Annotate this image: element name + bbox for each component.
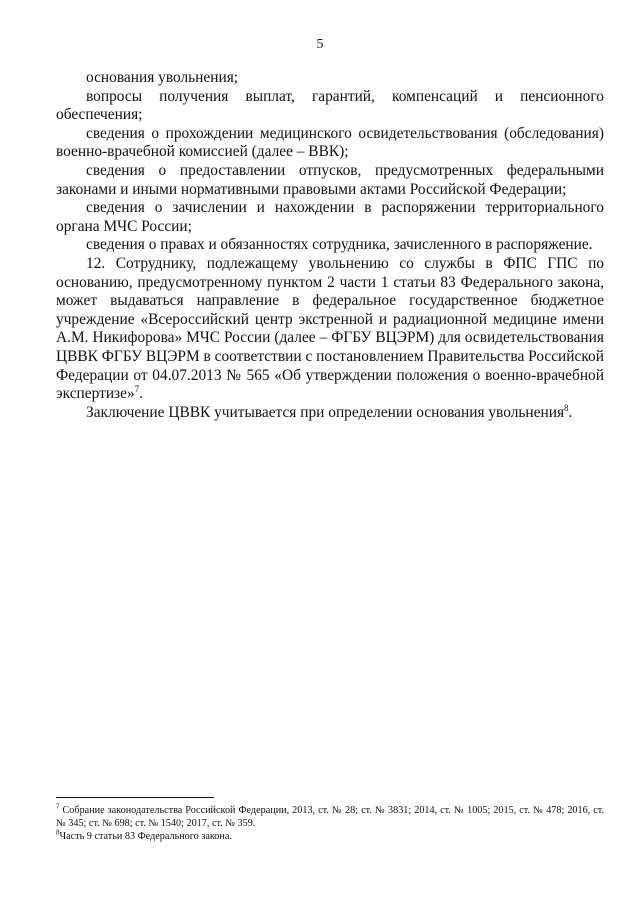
clause-12 [56, 255, 604, 404]
paragraph-leave: сведения о предоставлении отпусков, предусмотренных федеральными законами и иными нормативными правовыми актами Российской Федерации; [56, 161, 604, 198]
conclusion-text: Заключение ЦВВК учитывается при определении основания увольнения [86, 403, 565, 421]
paragraph-payments: вопросы получения выплат, гарантий, компенсаций и пенсионного обеспечения; [56, 87, 604, 124]
footnote-7 [56, 802, 605, 831]
footnote-7-marker: 7 [56, 802, 60, 811]
footnote-7-text: Собрание законодательства Российской Федерации, 2013, ст. № 28; ст. № 3831; 2014, ст. № 1005; 2015, ст. № 478; 2016, ст. № 345; ст. № 698; ст. № 1540; 2017, ст. № 359. [56, 805, 605, 829]
footnote-8-marker: 8 [56, 828, 60, 837]
paragraph-medical-examination: сведения о прохождении медицинского освидетельствования (обследования) военно-врачебной комиссией (далее – ВВК); [56, 124, 604, 161]
paragraph-rights-duties: сведения о правах и обязанностях сотрудника, зачисленного в распоряжение. [86, 236, 593, 254]
footnotes [56, 802, 605, 843]
footnote-ref-7: 7 [134, 383, 140, 394]
conclusion-end: . [568, 403, 573, 421]
body-text [56, 69, 604, 422]
conclusion-paragraph [56, 404, 604, 423]
clause-12-text: 12. Сотруднику, подлежащему увольнению со службы в ФПС ГПС по основанию, предусмотренному пунктом 2 части 1 статьи 83 Федерального закона, может выдаваться направление в федеральное государственное бюджетное учреждение «Всероссийский центр экстренной и радиационной медицине имени А.М. Никифорова» МЧС России (далее – ФГБУ ВЦЭРМ) для освидетельствования ЦВВК ФГБУ ВЦЭРМ в соответствии с постановлением Правительства Российской Федерации от 04.07.2013 № 565 «Об утверждении положения о военно-врачебной экспертизе» [56, 254, 604, 403]
footnote-8-text: Часть 9 статьи 83 Федерального закона. [59, 830, 232, 842]
page-number: 5 [316, 37, 324, 52]
footnote-divider [56, 797, 214, 798]
paragraph-enrollment: сведения о зачислении и нахождении в распоряжении территориального органа МЧС России; [56, 199, 604, 235]
paragraph-dismissal-grounds: основания увольнения; [86, 69, 239, 86]
clause-12-end: . [139, 385, 144, 403]
footnote-8 [56, 828, 604, 844]
footnote-ref-8: 8 [564, 402, 569, 413]
